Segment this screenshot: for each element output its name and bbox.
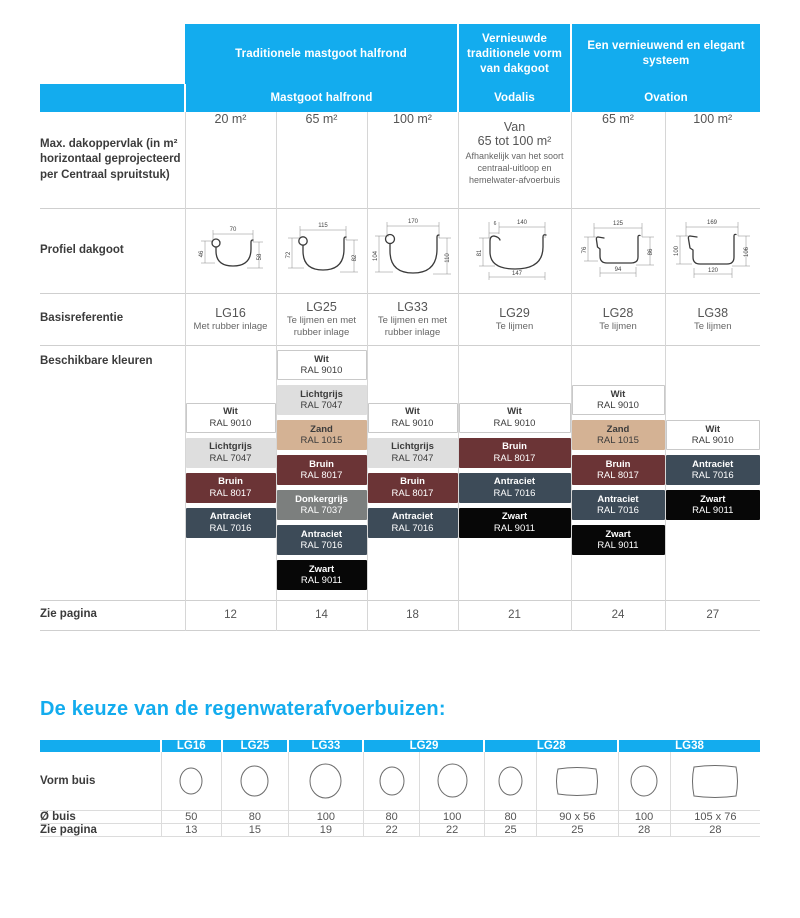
color-swatch-name: Antraciet	[493, 476, 536, 487]
row-label-base-reference: Basisreferentie	[40, 312, 124, 325]
downpipe-header-lg38: LG38	[618, 740, 760, 752]
color-swatch-name: Antraciet	[300, 528, 343, 540]
downpipe-diameter-cell: 80	[222, 810, 289, 823]
color-swatch	[368, 403, 458, 433]
downpipe-shape-cell	[363, 752, 419, 810]
downpipe-section-title: De keuze van de regenwaterafvoerbuizen:	[40, 698, 446, 720]
downpipe-shape-cell	[288, 752, 363, 810]
ref-sub-lg25: Te lijmen en met rubber inlage	[286, 314, 357, 338]
vodalis-area-note: Afhankelijk van het soort centraal-uitloop en hemelwater-afvoerbuis	[465, 151, 564, 185]
ref-sub-lg28: Te lijmen	[599, 320, 637, 332]
color-swatch-ral: RAL 7016	[391, 522, 434, 534]
color-swatch-name: Lichtgrijs	[300, 388, 343, 400]
color-swatch-name: Bruin	[400, 476, 425, 487]
group-header-ovation: Een vernieuwend en elegant systeem	[571, 24, 760, 84]
color-swatch-name: Wit	[314, 353, 329, 365]
profile-diagram-lg28	[571, 208, 665, 293]
profile-dim-left-lg16: 46	[198, 250, 205, 257]
color-swatch-ral: RAL 7047	[300, 400, 343, 411]
downpipe-diameter-cell: 105 x 76	[670, 810, 760, 823]
color-swatch	[666, 420, 761, 450]
downpipe-shape-cell	[161, 752, 222, 810]
downpipe-header-row	[40, 740, 760, 752]
circle-pipe-icon	[240, 765, 269, 797]
profile-svg-lg29	[467, 214, 563, 288]
row-max-roof-area	[40, 112, 760, 208]
profile-dim-top-lg28: 125	[612, 220, 624, 227]
downpipe-row-label-page: Zie pagina	[40, 823, 161, 836]
color-swatch	[459, 508, 571, 538]
cell-ref-lg29	[458, 293, 571, 345]
ref-name-lg38: LG38	[697, 305, 729, 320]
downpipe-diameter-cell: 50	[161, 810, 222, 823]
cell-page-lg29: 21	[458, 600, 571, 630]
profile-dim-left-lg28: 76	[582, 246, 588, 253]
profile-dim-top-lg16: 70	[229, 226, 236, 233]
color-swatch-ral: RAL 9011	[597, 540, 639, 551]
downpipe-row-label-shape: Vorm buis	[40, 774, 96, 787]
color-swatch-ral: RAL 1015	[300, 435, 343, 446]
profile-dim-top-lg33: 170	[407, 218, 418, 225]
cell-page-lg33: 18	[367, 600, 458, 630]
downpipe-shape-row	[40, 752, 760, 810]
color-swatch-ral: RAL 9010	[493, 417, 536, 429]
profile-dim-right-lg16: 58	[256, 253, 263, 260]
group-header-traditional: Traditionele mastgoot halfrond	[185, 24, 458, 84]
cell-page-lg25: 14	[276, 600, 367, 630]
cell-area-lg29	[458, 112, 571, 208]
color-swatch-name: Lichtgrijs	[209, 441, 252, 452]
cell-area-lg25: 65 m²	[276, 112, 367, 208]
downpipe-diameter-row	[40, 810, 760, 823]
profile-diagram-lg33	[367, 208, 458, 293]
downpipe-page-cell: 13	[161, 823, 222, 836]
downpipe-shape-cell	[618, 752, 670, 810]
color-swatches-lg29	[458, 345, 571, 600]
downpipe-page-cell: 22	[363, 823, 419, 836]
cell-ref-lg33	[367, 293, 458, 345]
row-see-page	[40, 600, 760, 630]
profile-dim-bottom-lg28: 94	[614, 266, 622, 273]
color-swatch	[368, 438, 458, 468]
color-swatch	[277, 525, 367, 555]
color-swatch-name: Antraciet	[209, 511, 252, 522]
color-swatch	[572, 385, 665, 415]
circle-pipe-icon	[379, 766, 405, 796]
ref-name-lg16: LG16	[215, 305, 246, 320]
color-swatch-name: Zwart	[605, 528, 631, 540]
color-swatch	[368, 473, 458, 503]
color-swatch-name: Donkergrijs	[295, 493, 348, 505]
color-swatch-ral: RAL 7037	[300, 505, 343, 516]
row-label-see-page: Zie pagina	[40, 608, 97, 621]
downpipe-shape-cell	[222, 752, 289, 810]
color-swatch-ral: RAL 9011	[692, 505, 734, 516]
color-swatch	[186, 403, 276, 433]
circle-pipe-icon	[179, 767, 203, 795]
downpipe-shape-cell	[484, 752, 536, 810]
ref-name-lg25: LG25	[306, 299, 337, 314]
downpipe-page-row	[40, 823, 760, 836]
profile-dim-bottom-lg29: 147	[511, 270, 522, 277]
color-swatch	[666, 490, 761, 520]
color-swatch	[368, 508, 458, 538]
color-swatch-ral: RAL 9010	[691, 435, 734, 446]
cell-page-lg38: 27	[665, 600, 760, 630]
color-swatch-name: Zwart	[501, 511, 528, 522]
circle-pipe-icon	[437, 763, 468, 798]
downpipe-header-lg25: LG25	[222, 740, 289, 752]
downpipe-table-wrapper	[40, 740, 760, 837]
color-swatches-lg16	[185, 345, 276, 600]
profile-diagram-lg29	[458, 208, 571, 293]
color-swatch-name: Wit	[507, 406, 522, 417]
color-swatch-name: Zwart	[700, 493, 726, 505]
row-available-colors	[40, 345, 760, 600]
color-swatch-ral: RAL 8017	[391, 487, 434, 499]
profile-svg-lg33	[369, 214, 457, 288]
color-swatches-lg25	[276, 345, 367, 600]
downpipe-diameter-cell: 100	[288, 810, 363, 823]
color-swatch-ral: RAL 7047	[209, 452, 252, 464]
brand-header-vodalis: Vodalis	[458, 84, 571, 112]
color-swatch	[186, 508, 276, 538]
cell-ref-lg25	[276, 293, 367, 345]
color-swatch-name: Bruin	[605, 458, 631, 470]
ref-name-lg33: LG33	[397, 299, 428, 314]
color-swatches-lg28	[571, 345, 665, 600]
barrel-pipe-icon	[556, 766, 598, 796]
downpipe-header-lg28: LG28	[484, 740, 618, 752]
downpipe-diameter-cell: 90 x 56	[537, 810, 618, 823]
downpipe-page-cell: 22	[420, 823, 485, 836]
color-swatch-ral: RAL 9010	[391, 417, 434, 429]
cell-page-lg28: 24	[571, 600, 665, 630]
color-swatch-ral: RAL 8017	[209, 487, 252, 499]
profile-dim-left-lg33: 104	[372, 250, 379, 261]
cell-area-lg33: 100 m²	[367, 112, 458, 208]
downpipe-row-label-diameter: Ø buis	[40, 810, 161, 823]
row-label-gutter-profile: Profiel dakgoot	[40, 243, 124, 256]
color-swatch	[186, 473, 276, 503]
color-swatch	[572, 490, 665, 520]
downpipe-diameter-cell: 100	[420, 810, 485, 823]
downpipe-table	[40, 740, 760, 837]
group-header-vodalis: Vernieuwde traditionele vorm van dakgoot	[458, 24, 571, 84]
color-swatch	[277, 385, 367, 415]
color-swatch	[459, 438, 571, 468]
profile-diagram-lg16	[185, 208, 276, 293]
downpipe-shape-cell	[670, 752, 760, 810]
downpipe-shape-cell	[420, 752, 485, 810]
color-swatch-ral: RAL 9010	[597, 400, 639, 411]
profile-dim-small-lg29: 6	[493, 220, 496, 227]
profile-svg-lg16	[191, 218, 271, 284]
cell-page-lg16: 12	[185, 600, 276, 630]
color-swatch-ral: RAL 9011	[493, 522, 536, 534]
cell-area-lg28: 65 m²	[571, 112, 665, 208]
ref-name-lg28: LG28	[602, 305, 634, 320]
downpipe-diameter-cell: 80	[363, 810, 419, 823]
color-swatch	[459, 473, 571, 503]
color-swatch-name: Zand	[606, 423, 630, 435]
color-swatch	[459, 403, 571, 433]
specification-table-wrapper	[40, 24, 760, 631]
color-swatch-name: Wit	[610, 388, 626, 400]
color-swatch-name: Zwart	[308, 563, 335, 575]
color-swatch-ral: RAL 7016	[691, 470, 734, 481]
cell-area-lg16: 20 m²	[185, 112, 276, 208]
color-swatch-name: Wit	[223, 406, 238, 417]
brand-header-row	[40, 84, 760, 112]
profile-diagram-lg38	[665, 208, 760, 293]
color-swatch-name: Wit	[705, 423, 721, 435]
profile-dim-top-lg29: 140	[516, 219, 527, 226]
downpipe-page-cell: 25	[484, 823, 536, 836]
color-swatch-name: Bruin	[502, 441, 527, 452]
downpipe-header-lg33: LG33	[288, 740, 363, 752]
downpipe-diameter-cell: 100	[618, 810, 670, 823]
cell-ref-lg16	[185, 293, 276, 345]
profile-dim-top-lg25: 115	[317, 222, 328, 229]
color-swatch-ral: RAL 7016	[597, 505, 639, 516]
color-swatch	[572, 455, 665, 485]
color-swatch-ral: RAL 8017	[597, 470, 639, 481]
profile-dim-top-lg38: 169	[706, 219, 717, 226]
specification-table	[40, 24, 760, 631]
row-label-available-colors: Beschikbare kleuren	[40, 354, 153, 367]
header-spacer	[40, 24, 185, 84]
color-swatch-name: Lichtgrijs	[391, 441, 434, 452]
profile-svg-lg28	[574, 215, 662, 287]
color-swatch	[186, 438, 276, 468]
color-swatch-name: Antraciet	[597, 493, 639, 505]
group-header-row	[40, 24, 760, 84]
color-swatch-name: Bruin	[218, 476, 243, 487]
color-swatch-ral: RAL 7016	[209, 522, 252, 534]
profile-dim-right-lg28: 86	[648, 248, 654, 255]
cell-area-lg38: 100 m²	[665, 112, 760, 208]
circle-pipe-icon	[498, 766, 523, 796]
circle-pipe-icon	[309, 763, 342, 799]
color-swatches-lg38	[665, 345, 760, 600]
color-swatch	[666, 455, 761, 485]
color-swatch-name: Zand	[310, 423, 333, 435]
color-swatch-ral: RAL 7016	[493, 487, 536, 499]
profile-dim-right-lg38: 106	[743, 246, 750, 257]
color-swatch	[572, 525, 665, 555]
ref-sub-lg29: Te lijmen	[495, 320, 534, 332]
profile-dim-left-lg38: 100	[673, 245, 680, 256]
row-label-max-roof-area: Max. dakoppervlak (in m² horizontaal geprojecteerd per Centraal spruitstuk)	[40, 137, 181, 181]
downpipe-page-cell: 15	[222, 823, 289, 836]
cell-ref-lg38	[665, 293, 760, 345]
ref-sub-lg38: Te lijmen	[694, 320, 732, 332]
ref-name-lg29: LG29	[499, 305, 530, 320]
downpipe-shape-cell	[537, 752, 618, 810]
ref-sub-lg33: Te lijmen en met rubber inlage	[377, 314, 448, 338]
brand-header-ovation: Ovation	[571, 84, 760, 112]
profile-dim-left-lg29: 81	[476, 249, 483, 256]
vodalis-area-line1: Van	[503, 120, 526, 134]
profile-diagram-lg25	[276, 208, 367, 293]
profile-svg-lg38	[668, 214, 758, 288]
ref-sub-lg16: Met rubber inlage	[193, 320, 268, 332]
color-swatch	[277, 420, 367, 450]
color-swatch-ral: RAL 9010	[300, 365, 343, 376]
downpipe-page-cell: 25	[537, 823, 618, 836]
color-swatch-ral: RAL 7047	[391, 452, 434, 464]
color-swatch	[277, 490, 367, 520]
color-swatch	[277, 455, 367, 485]
downpipe-page-cell: 28	[618, 823, 670, 836]
color-swatch-ral: RAL 8017	[493, 452, 536, 464]
color-swatches-lg33	[367, 345, 458, 600]
downpipe-header-lg29: LG29	[363, 740, 484, 752]
color-swatch	[277, 350, 367, 380]
color-swatch-ral: RAL 1015	[597, 435, 639, 446]
downpipe-page-cell: 28	[670, 823, 760, 836]
color-swatch-name: Antraciet	[391, 511, 434, 522]
profile-dim-left-lg25: 72	[285, 251, 292, 258]
color-swatch	[277, 560, 367, 590]
profile-dim-bottom-lg38: 120	[707, 267, 718, 274]
barrel-pipe-icon	[692, 764, 738, 798]
row-base-reference	[40, 293, 760, 345]
downpipe-page-cell: 19	[288, 823, 363, 836]
color-swatch-name: Wit	[405, 406, 420, 417]
brand-header-spacer	[40, 84, 185, 112]
color-swatch-ral: RAL 9010	[209, 417, 252, 429]
color-swatch-name: Bruin	[309, 458, 334, 470]
row-gutter-profile	[40, 208, 760, 293]
downpipe-diameter-cell: 80	[484, 810, 536, 823]
brand-header-mastgoot: Mastgoot halfrond	[185, 84, 458, 112]
color-swatch-ral: RAL 9011	[300, 575, 343, 586]
color-swatch	[572, 420, 665, 450]
profile-dim-right-lg33: 110	[444, 252, 451, 263]
downpipe-header-spacer	[40, 740, 161, 752]
cell-ref-lg28	[571, 293, 665, 345]
downpipe-header-lg16: LG16	[161, 740, 222, 752]
circle-pipe-icon	[630, 765, 658, 797]
profile-svg-lg25	[280, 216, 364, 286]
color-swatch-ral: RAL 7016	[300, 540, 343, 551]
vodalis-area-line2: 65 tot 100 m²	[477, 134, 552, 148]
color-swatch-ral: RAL 8017	[300, 470, 343, 481]
color-swatch-name: Antraciet	[692, 458, 734, 470]
profile-dim-right-lg25: 82	[351, 254, 358, 261]
